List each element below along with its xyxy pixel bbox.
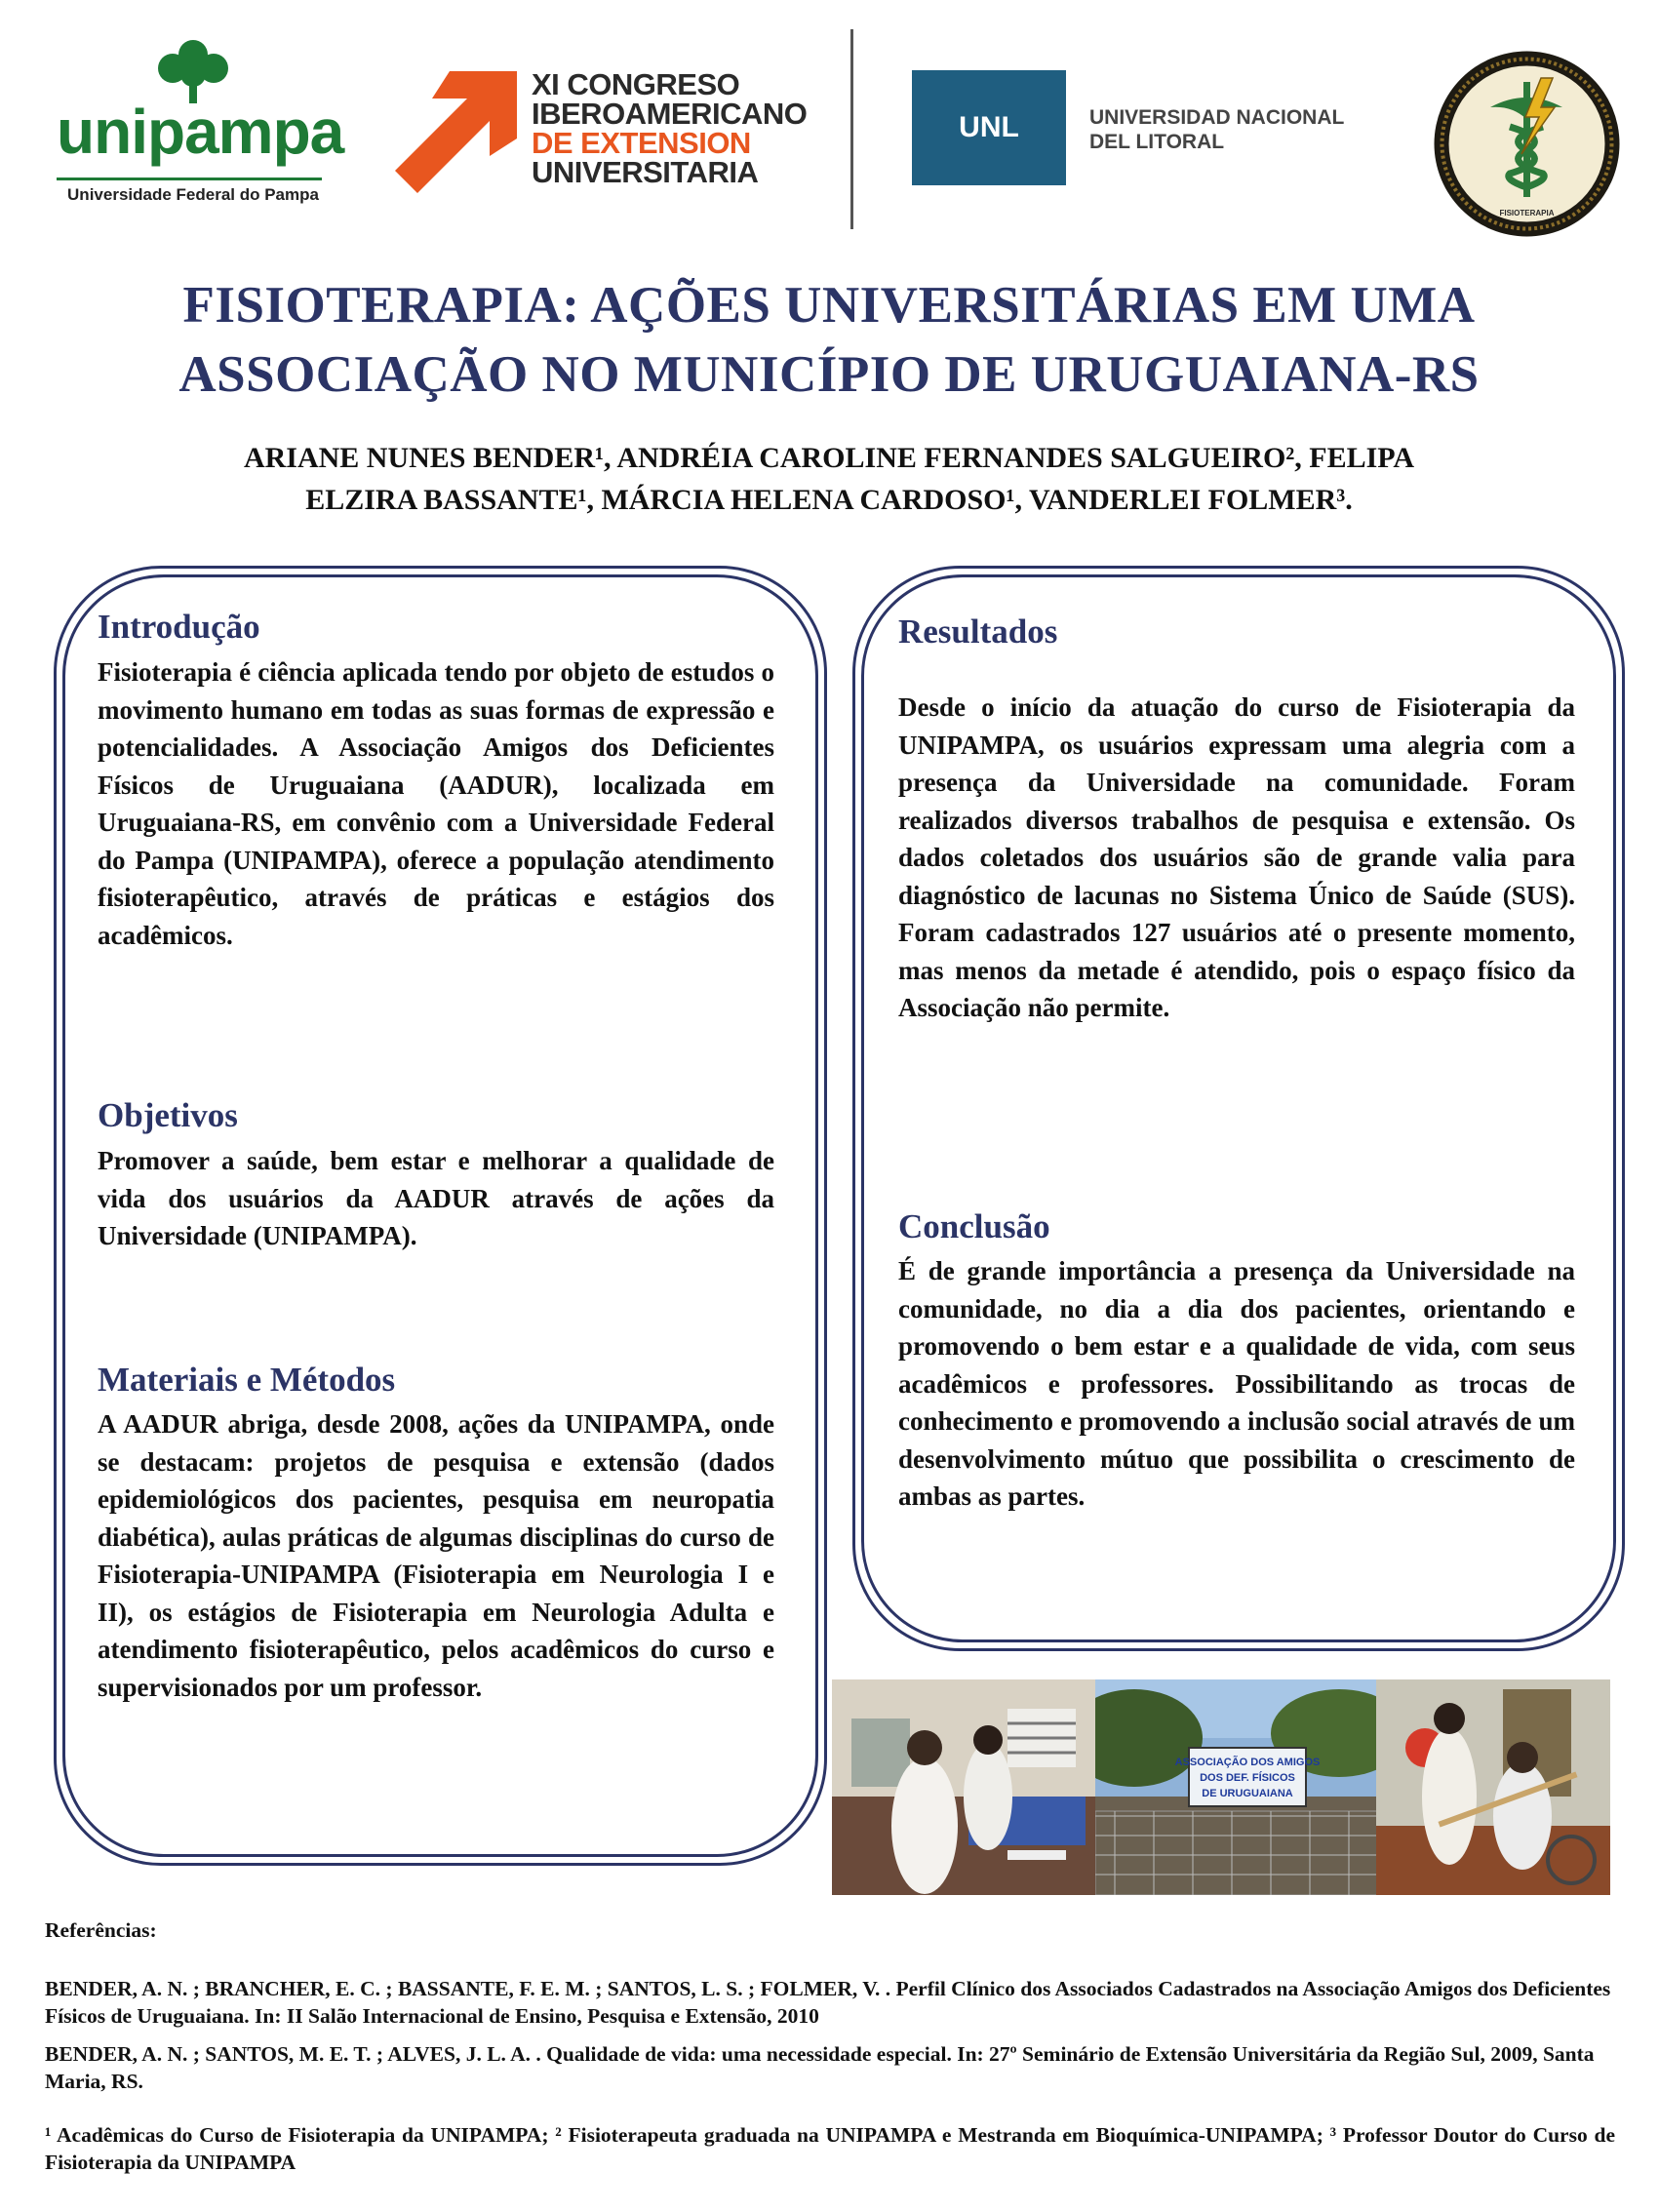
references-heading: Referências: <box>45 1918 157 1942</box>
title-line-2: ASSOCIAÇÃO NO MUNICÍPIO DE URUGUAIANA-RS <box>178 346 1480 403</box>
conclusao-text: É de grande importância a presença da Universidade na comunidade, no dia a dia dos pacientes, orientando e promovendo o bem estar e a qualidade de vida, com seus acadêmicos e professores. Possibilitando as trocas de conhecimento e promovendo a inclusão social através de um desenvolvimento mútuo que possibilita o crescimento de ambas as partes. <box>898 1256 1575 1511</box>
resultados-text: Desde o início da atuação do curso de Fisioterapia da UNIPAMPA, os usuários expressam uma alegria com a presença da Universidade na comunidade. Foram realizados diversos trabalhos de pesquisa e extensão. Os dados coletados dos usuários são de grande valia para diagnóstico de lacunas no Sistema Único de Saúde (SUS). Foram cadastrados 127 usuários até o presente momento, mas menos da metade é atendido, pois o espaço físico da Associação não permite. <box>898 692 1575 1022</box>
photo-patient-exercise <box>1376 1679 1610 1895</box>
congress-line-4: UNIVERSITARIA <box>532 155 759 189</box>
congress-title <box>532 67 834 189</box>
clover-icon <box>149 39 237 103</box>
introducao-heading: Introdução <box>98 608 260 646</box>
unl-name-line-2: DEL LITORAL <box>1089 131 1225 153</box>
authors-line-1: ARIANE NUNES BENDER¹, ANDRÉIA CAROLINE FERNANDES SALGUEIRO², FELIPA <box>243 442 1415 474</box>
sign-line-3: DE URUGUAIANA <box>1202 1788 1293 1799</box>
conclusao-heading: Conclusão <box>898 1207 1050 1245</box>
metodos-text: A AADUR abriga, desde 2008, ações da UNIPAMPA, onde se destacam: projetos de pesquisa e extensão (dados epidemiológicos dos pacientes, pesquisa em neuropatia diabética), aulas práticas de algumas disciplinas do curso de Fisioterapia-UNIPAMPA (Fisioterapia em Neurologia I e II), os estágios de Fisioterapia em Neurologia Adulta e atendimento fisioterapêutico, pelos acadêmicos do curso e supervisionados por um professor. <box>98 1409 774 1702</box>
header-divider <box>850 29 853 229</box>
unl-name-line-1: UNIVERSIDAD NACIONAL <box>1089 106 1345 129</box>
objetivos-heading: Objetivos <box>98 1096 238 1134</box>
unl-name <box>1060 105 1372 154</box>
title-line-1: FISIOTERAPIA: AÇÕES UNIVERSITÁRIAS EM UMA <box>182 277 1476 334</box>
reference-1: BENDER, A. N. ; BRANCHER, E. C. ; BASSANTE, F. E. M. ; SANTOS, L. S. ; FOLMER, V. . Perfil Clínico dos Associados Cadastrados na Associação Amigos dos Deficientes Físicos de Uruguaiana. In: II Salão Internacional de Ensino, Pesquisa e Extensão, 2010 <box>45 1977 1611 2028</box>
resultados-heading: Resultados <box>898 612 1058 651</box>
congress-line-1: XI CONGRESO <box>532 67 740 101</box>
unl-badge: UNL <box>912 70 1066 185</box>
congress-line-3: DE EXTENSION <box>532 126 751 160</box>
congress-logo <box>395 57 824 203</box>
physiotherapy-seal <box>1432 49 1622 239</box>
introducao-text: Fisioterapia é ciência aplicada tendo por objeto de estudos o movimento humano em todas as suas formas de expressão e potencialidades. A Associação Amigos dos Deficientes Físicos de Uruguaiana (AADUR), localizada em Uruguaiana-RS, em convênio com a Universidade Federal do Pampa (UNIPAMPA), oferece a população atendimento fisioterapêutico, através de práticas e estágios dos acadêmicos. <box>98 657 774 950</box>
photo-association-entrance <box>1095 1679 1378 1895</box>
unipampa-logo <box>57 39 344 205</box>
arrow-icon <box>395 61 522 193</box>
sign-line-1: ASSOCIAÇÃO DOS AMIGOS <box>1174 1757 1321 1768</box>
authors-line-2: ELZIRA BASSANTE¹, MÁRCIA HELENA CARDOSO¹, VANDERLEI FOLMER³. <box>305 484 1353 516</box>
sign-line-2: DOS DEF. FÍSICOS <box>1200 1772 1295 1784</box>
authors <box>98 437 1560 521</box>
photo-therapy-room <box>832 1679 1097 1895</box>
objetivos-text: Promover a saúde, bem estar e melhorar a qualidade de vida dos usuários da AADUR através de ações da Universidade (UNIPAMPA). <box>98 1146 774 1250</box>
congress-line-2: IBEROAMERICANO <box>532 97 808 131</box>
poster-title <box>59 271 1600 410</box>
reference-2: BENDER, A. N. ; SANTOS, M. E. T. ; ALVES, J. L. A. . Qualidade de vida: uma necessidade especial. In: 27º Seminário de Extensão Universitária da Região Sul, 2009, Santa Maria, RS. <box>45 2042 1595 2093</box>
logo-underline <box>57 178 322 180</box>
unl-logo <box>912 70 1345 192</box>
footnote: ¹ Acadêmicas do Curso de Fisioterapia da UNIPAMPA; ² Fisioterapeuta graduada na UNIPAMPA e Mestranda em Bioquímica-UNIPAMPA; ³ Professor Doutor do Curso de Fisioterapia da UNIPAMPA <box>45 2123 1615 2174</box>
unipampa-wordmark: unipampa <box>57 97 344 167</box>
seal-label: FISIOTERAPIA <box>1499 209 1555 217</box>
unipampa-subtitle: Universidade Federal do Pampa <box>67 185 319 204</box>
photo-strip <box>832 1679 1610 1895</box>
metodos-heading: Materiais e Métodos <box>98 1361 396 1399</box>
